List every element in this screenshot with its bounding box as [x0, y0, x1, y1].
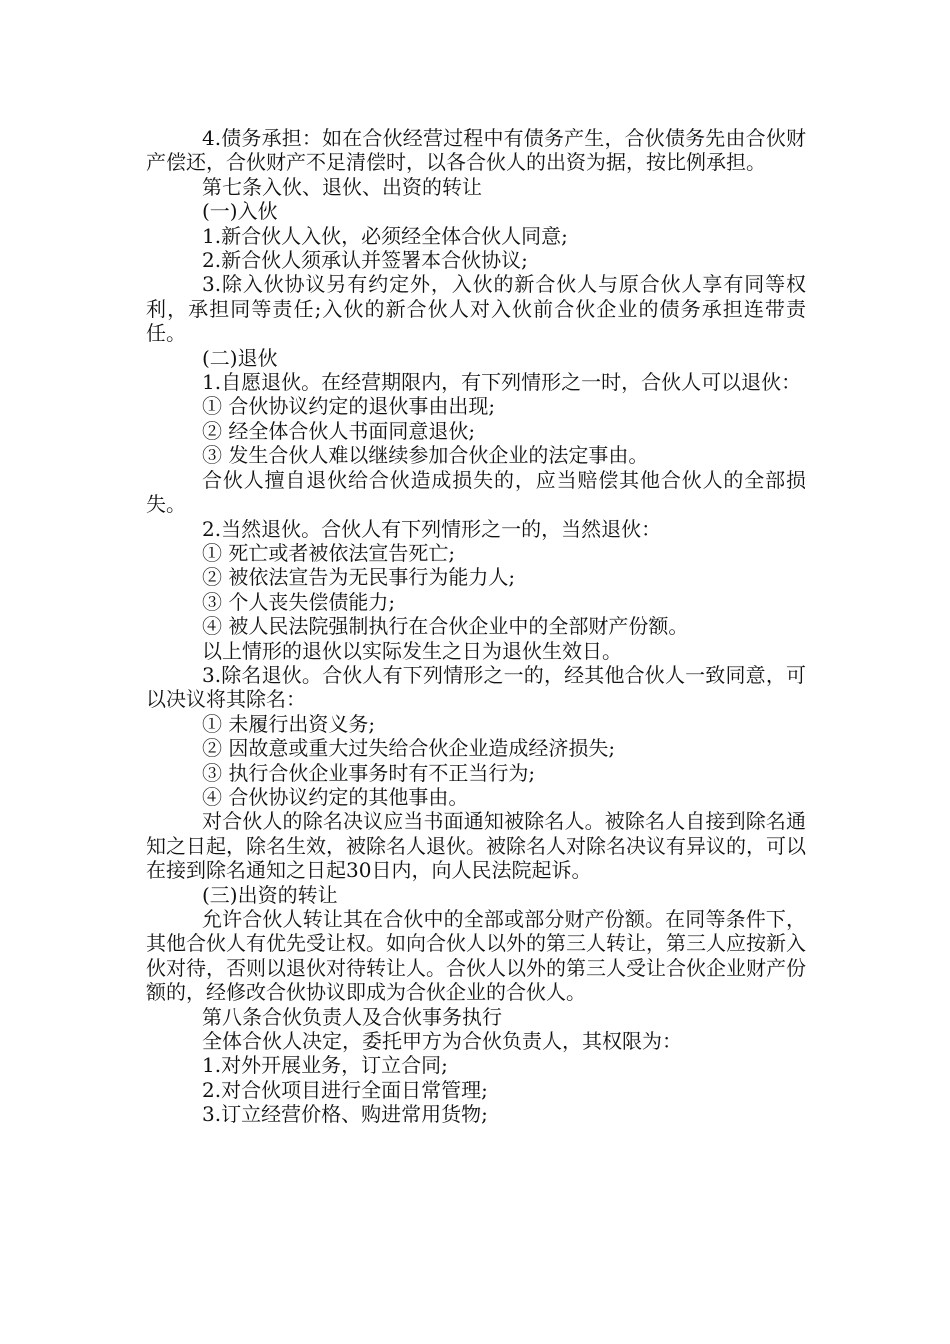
voluntary-withdrawal-item-3: ③ 发生合伙人难以继续参加合伙企业的法定事由。: [202, 443, 649, 468]
automatic-withdrawal-item-4: ④ 被人民法院强制执行在合伙企业中的全部财产份额。: [202, 614, 689, 639]
joining-item-3: 3.除入伙协议另有约定外，入伙的新合伙人与原合伙人享有同等权利，承担同等责任;入伙的新合伙人对入伙前合伙企业的债务承担连带责任。: [146, 272, 806, 346]
expulsion-notice-paragraph: 对合伙人的除名决议应当书面通知被除名人。被除名人自接到除名通知之日起，除名生效，被除名人退伙。被除名人对除名决议有异议的，可以在接到除名通知之日起30日内，向人民法院起诉。: [146, 809, 806, 883]
authority-item-1: 1.对外开展业务，订立合同;: [202, 1053, 448, 1078]
voluntary-withdrawal-item-2: ② 经全体合伙人书面同意退伙;: [202, 418, 476, 443]
document-body: [146, 126, 806, 1127]
section-transfer-heading: (三)出资的转让: [202, 882, 338, 907]
expulsion-item-2: ② 因故意或重大过失给合伙企业造成经济损失;: [202, 736, 616, 761]
voluntary-withdrawal: 1.自愿退伙。在经营期限内，有下列情形之一时，合伙人可以退伙：: [202, 370, 802, 395]
responsible-person-paragraph: 全体合伙人决定，委托甲方为合伙负责人，其权限为：: [202, 1029, 682, 1054]
expulsion-withdrawal: 3.除名退伙。合伙人有下列情形之一的，经其他合伙人一致同意，可以决议将其除名：: [146, 662, 806, 712]
authority-item-3: 3.订立经营价格、购进常用货物;: [202, 1102, 488, 1127]
automatic-withdrawal-item-2: ② 被依法宣告为无民事行为能力人;: [202, 565, 516, 590]
expulsion-item-1: ① 未履行出资义务;: [202, 711, 376, 736]
article-8-heading: 第八条合伙负责人及合伙事务执行: [202, 1004, 502, 1029]
automatic-withdrawal-item-3: ③ 个人丧失偿债能力;: [202, 589, 396, 614]
authority-item-2: 2.对合伙项目进行全面日常管理;: [202, 1077, 488, 1102]
expulsion-item-4: ④ 合伙协议约定的其他事由。: [202, 784, 469, 809]
expulsion-item-3: ③ 执行合伙企业事务时有不正当行为;: [202, 760, 536, 785]
section-joining-heading: (一)入伙: [202, 199, 278, 224]
paragraph-debt-bearing: 4.债务承担：如在合伙经营过程中有债务产生，合伙债务先由合伙财产偿还，合伙财产不足清偿时，以各合伙人的出资为据，按比例承担。: [146, 126, 806, 175]
unauthorized-withdrawal-note: 合伙人擅自退伙给合伙造成损失的，应当赔偿其他合伙人的全部损失。: [146, 467, 806, 517]
joining-item-2: 2.新合伙人须承认并签署本合伙协议;: [202, 248, 528, 273]
automatic-withdrawal-effective-note: 以上情形的退伙以实际发生之日为退伙生效日。: [202, 638, 622, 663]
joining-item-1: 1.新合伙人入伙，必须经全体合伙人同意;: [202, 223, 568, 248]
voluntary-withdrawal-item-1: ① 合伙协议约定的退伙事由出现;: [202, 394, 496, 419]
automatic-withdrawal: 2.当然退伙。合伙人有下列情形之一的，当然退伙：: [202, 516, 662, 541]
transfer-paragraph: 允许合伙人转让其在合伙中的全部或部分财产份额。在同等条件下，其他合伙人有优先受让权。如向合伙人以外的第三人转让，第三人应按新入伙对待，否则以退伙对待转让人。合伙人以外的第三人受让合伙企业财产份额的，经修改合伙协议即成为合伙企业的合伙人。: [146, 907, 806, 1005]
automatic-withdrawal-item-1: ① 死亡或者被依法宣告死亡;: [202, 540, 456, 565]
article-7-heading: 第七条入伙、退伙、出资的转让: [202, 174, 482, 199]
section-withdrawal-heading: (二)退伙: [202, 345, 278, 370]
